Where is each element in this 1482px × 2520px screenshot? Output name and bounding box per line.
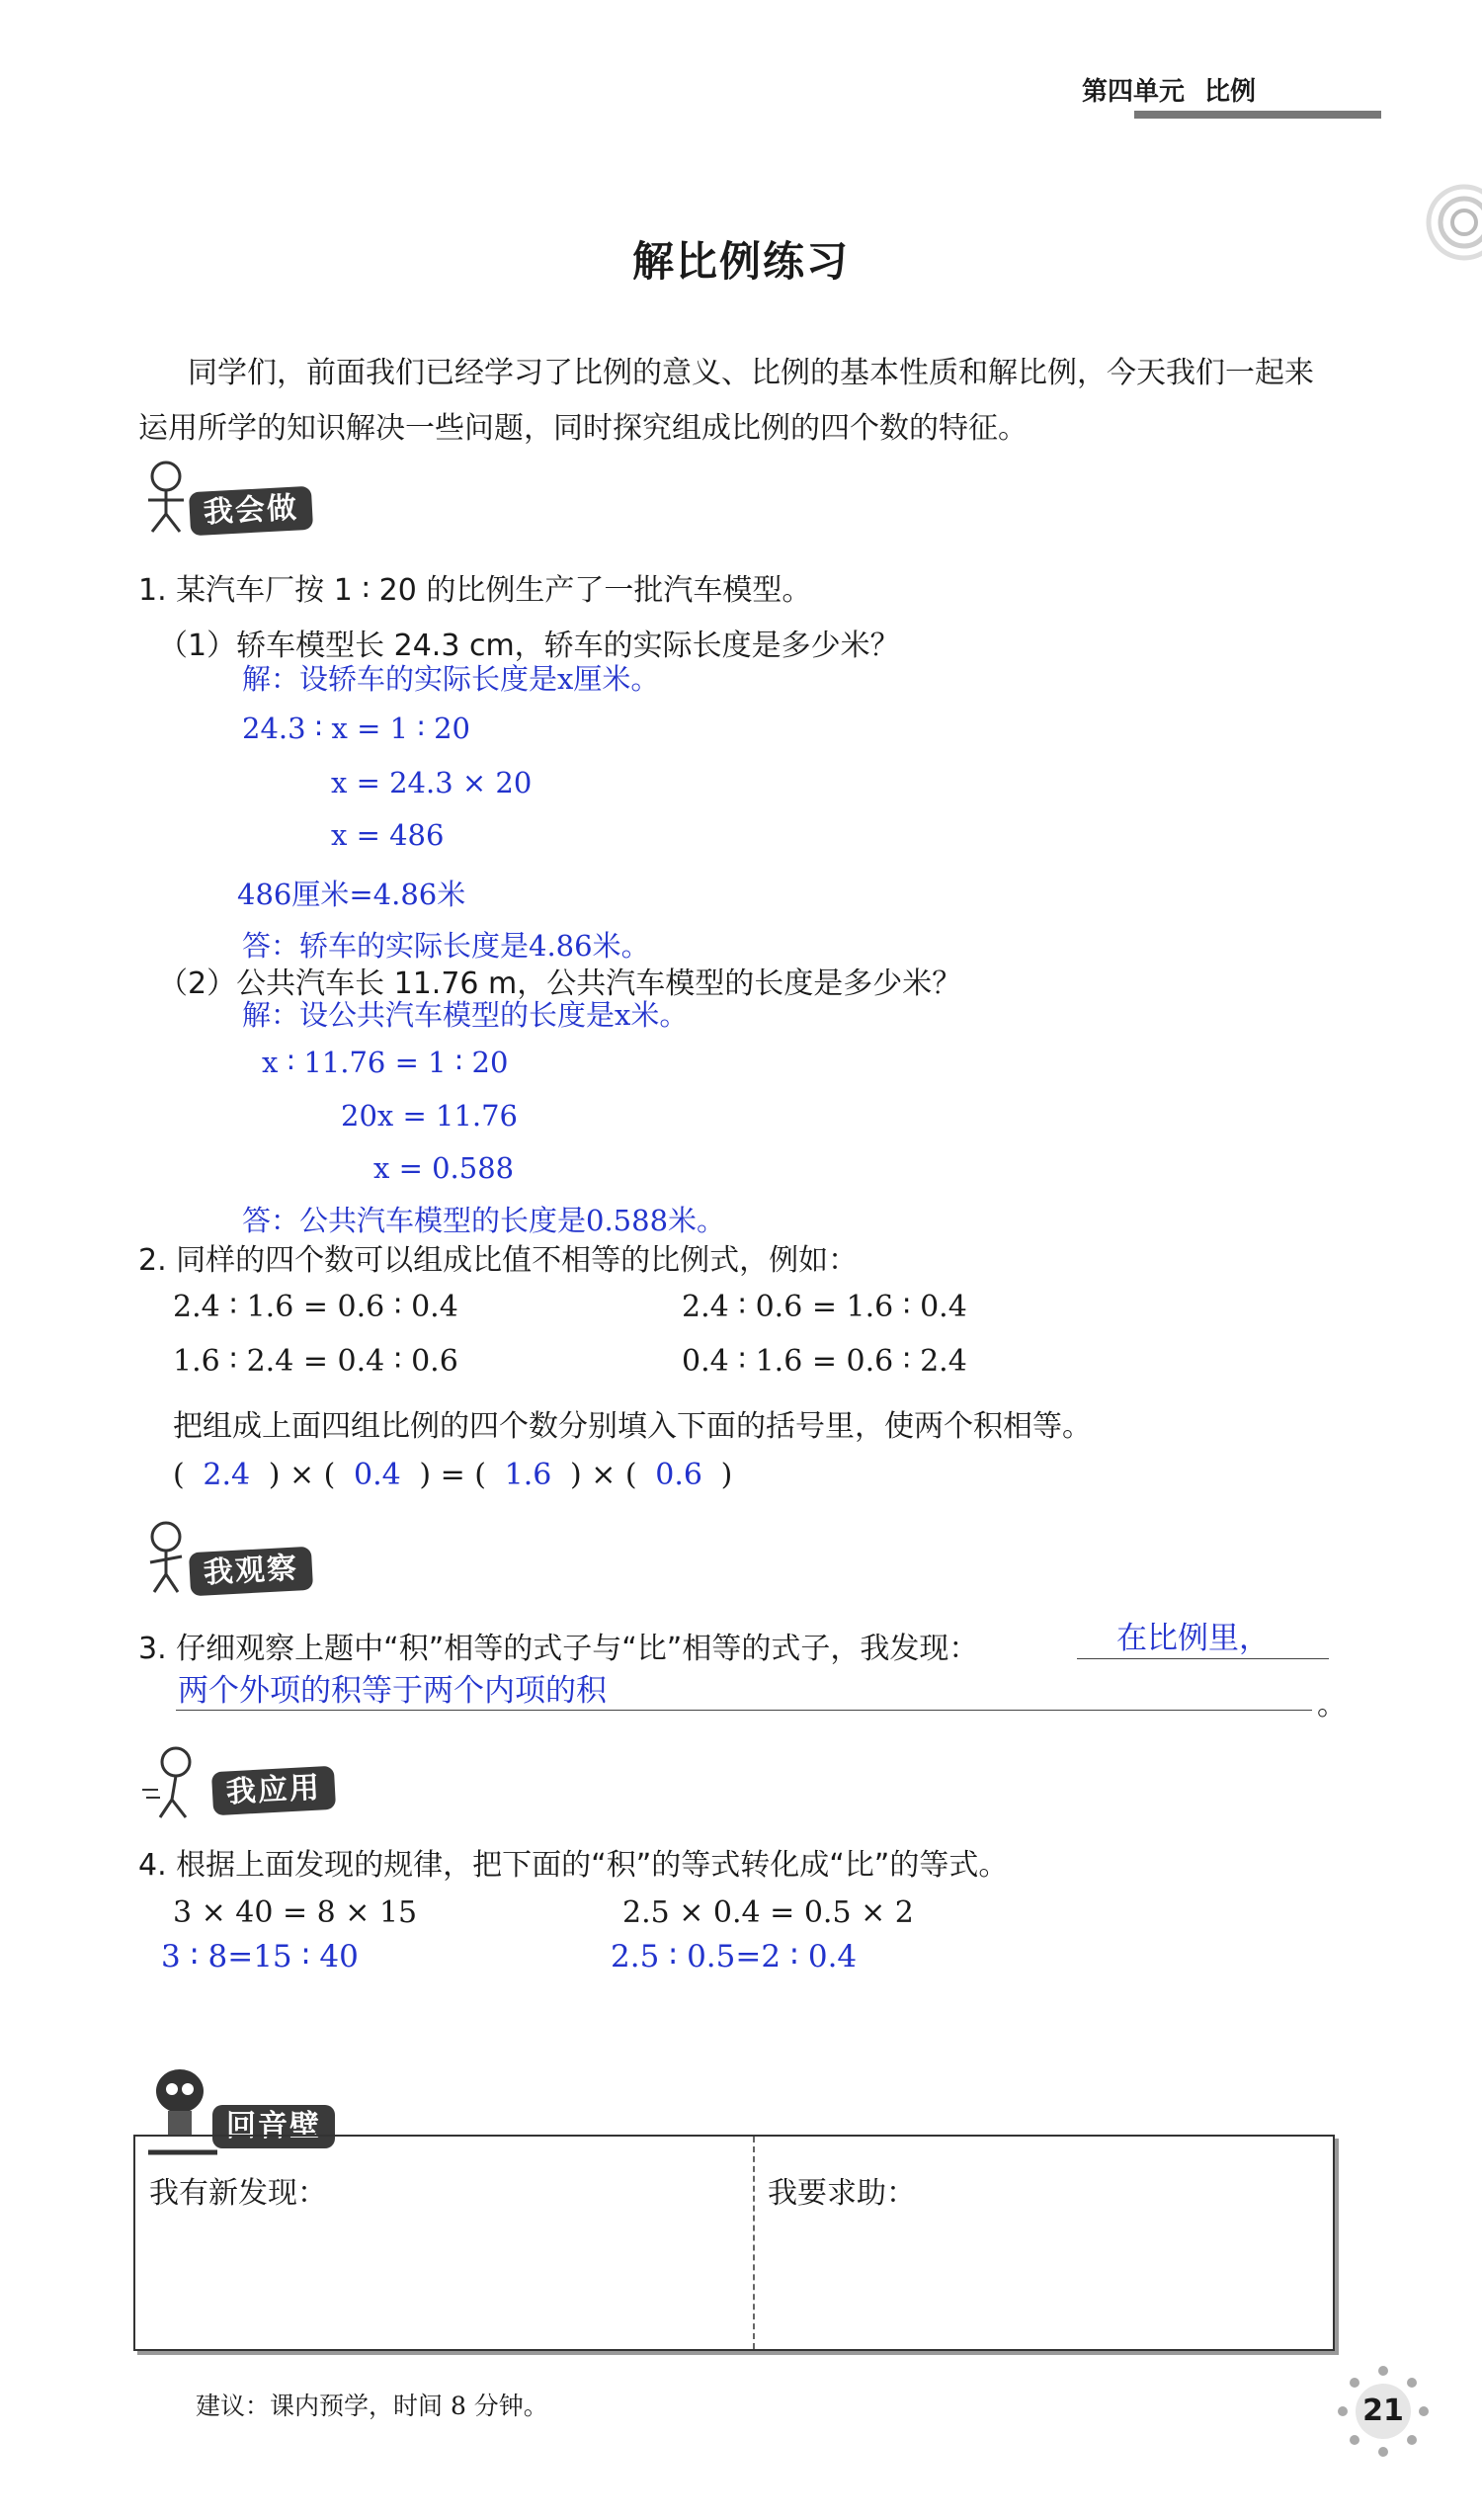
q2-row1-right: 2.4 ∶ 0.6 = 1.6 ∶ 0.4 bbox=[682, 1290, 967, 1324]
kid-icon-3 bbox=[138, 1742, 207, 1821]
footer-note: 建议：课内预学，时间 8 分钟。 bbox=[196, 2392, 548, 2420]
section-badge-observe: 我观察 bbox=[189, 1547, 313, 1596]
kid-icon bbox=[138, 457, 198, 536]
q2-row2-right: 0.4 ∶ 1.6 = 0.6 ∶ 2.4 bbox=[682, 1344, 967, 1379]
q3-answer-1: 在比例里， bbox=[1116, 1621, 1270, 1656]
q1-stem: 1. 某汽车厂按 1 ∶ 20 的比例生产了一批汽车模型。 bbox=[138, 573, 812, 608]
q1-ans2-line1: 解：设公共汽车模型的长度是x米。 bbox=[242, 998, 689, 1032]
q3-end-mark: 。 bbox=[1317, 1688, 1347, 1722]
q3-stem: 3. 仔细观察上题中“积”相等的式子与“比”相等的式子，我发现： bbox=[138, 1632, 979, 1666]
header-rule bbox=[1134, 111, 1381, 119]
q4-answer-1: 3 ∶ 8=15 ∶ 40 bbox=[161, 1939, 359, 1974]
unit-label: 第四单元 bbox=[1082, 77, 1186, 107]
q1-part1: （1）轿车模型长 24.3 cm，轿车的实际长度是多少米？ bbox=[158, 629, 900, 663]
kid-icon-2 bbox=[138, 1517, 198, 1596]
section-badge-do: 我会做 bbox=[189, 486, 313, 536]
q1-ans2-line2: x ∶ 11.76 = 1 ∶ 20 bbox=[262, 1046, 509, 1079]
section-badge-echo: 回音壁 bbox=[212, 2105, 335, 2148]
fill-blank-1[interactable]: 2.4 bbox=[203, 1458, 251, 1492]
q1-ans1-line5: 486厘米=4.86米 bbox=[237, 878, 466, 911]
header-unit bbox=[1082, 71, 1256, 108]
feedback-box bbox=[133, 2135, 1335, 2351]
q3-answer-2: 两个外项的积等于两个内项的积 bbox=[178, 1673, 607, 1709]
fill-blank-3[interactable]: 1.6 bbox=[504, 1458, 552, 1492]
fill-blank-4[interactable]: 0.6 bbox=[655, 1458, 702, 1492]
box-left-label: 我有新发现： bbox=[149, 2176, 327, 2211]
chapter-label: 比例 bbox=[1204, 77, 1257, 107]
intro-line-1: 同学们，前面我们已经学习了比例的意义、比例的基本性质和解比例，今天我们一起来 bbox=[188, 356, 1314, 390]
q3-answer-line-2 bbox=[176, 1710, 1312, 1711]
q2-stem: 2. 同样的四个数可以组成比值不相等的比例式，例如： bbox=[138, 1243, 859, 1278]
q2-fill-row: ( 2.4 ) × ( 0.4 ) = ( 1.6 ) × ( 0.6 ) bbox=[173, 1458, 733, 1492]
section-badge-apply: 我应用 bbox=[211, 1766, 336, 1815]
q1-ans1-answer: 答：轿车的实际长度是4.86米。 bbox=[242, 929, 650, 963]
q3-answer-line-1 bbox=[1077, 1658, 1329, 1659]
fill-blank-2[interactable]: 0.4 bbox=[353, 1458, 401, 1492]
box-right-label: 我要求助： bbox=[768, 2176, 916, 2211]
q4-stem: 4. 根据上面发现的规律，把下面的“积”的等式转化成“比”的等式。 bbox=[138, 1848, 1009, 1883]
page-title: 解比例练习 bbox=[631, 237, 850, 286]
q1-ans1-line1: 解：设轿车的实际长度是x厘米。 bbox=[242, 662, 660, 696]
q4-eq-2: 2.5 × 0.4 = 0.5 × 2 bbox=[622, 1895, 914, 1930]
q4-eq-1: 3 × 40 = 8 × 15 bbox=[173, 1895, 418, 1930]
intro-line-2: 运用所学的知识解决一些问题，同时探究组成比例的四个数的特征。 bbox=[138, 411, 1028, 446]
page-number: 21 bbox=[1362, 2394, 1404, 2428]
q1-part2: （2）公共汽车长 11.76 m，公共汽车模型的长度是多少米？ bbox=[158, 966, 962, 1001]
q1-ans2-line4: x = 0.588 bbox=[373, 1151, 515, 1185]
q1-ans1-line2: 24.3 ∶ x = 1 ∶ 20 bbox=[242, 712, 470, 745]
q4-answer-2: 2.5 ∶ 0.5=2 ∶ 0.4 bbox=[611, 1939, 858, 1974]
q1-ans1-line3: x = 24.3 × 20 bbox=[331, 766, 533, 799]
q2-row2-left: 1.6 ∶ 2.4 = 0.4 ∶ 0.6 bbox=[173, 1344, 458, 1379]
box-divider bbox=[753, 2137, 755, 2349]
q1-ans1-line4: x = 486 bbox=[331, 818, 445, 852]
q2-row1-left: 2.4 ∶ 1.6 = 0.6 ∶ 0.4 bbox=[173, 1290, 458, 1324]
q1-ans2-line3: 20x = 11.76 bbox=[341, 1099, 519, 1133]
q2-instruction: 把组成上面四组比例的四个数分别填入下面的括号里，使两个积相等。 bbox=[173, 1409, 1092, 1444]
q1-ans2-answer: 答：公共汽车模型的长度是0.588米。 bbox=[242, 1204, 726, 1237]
